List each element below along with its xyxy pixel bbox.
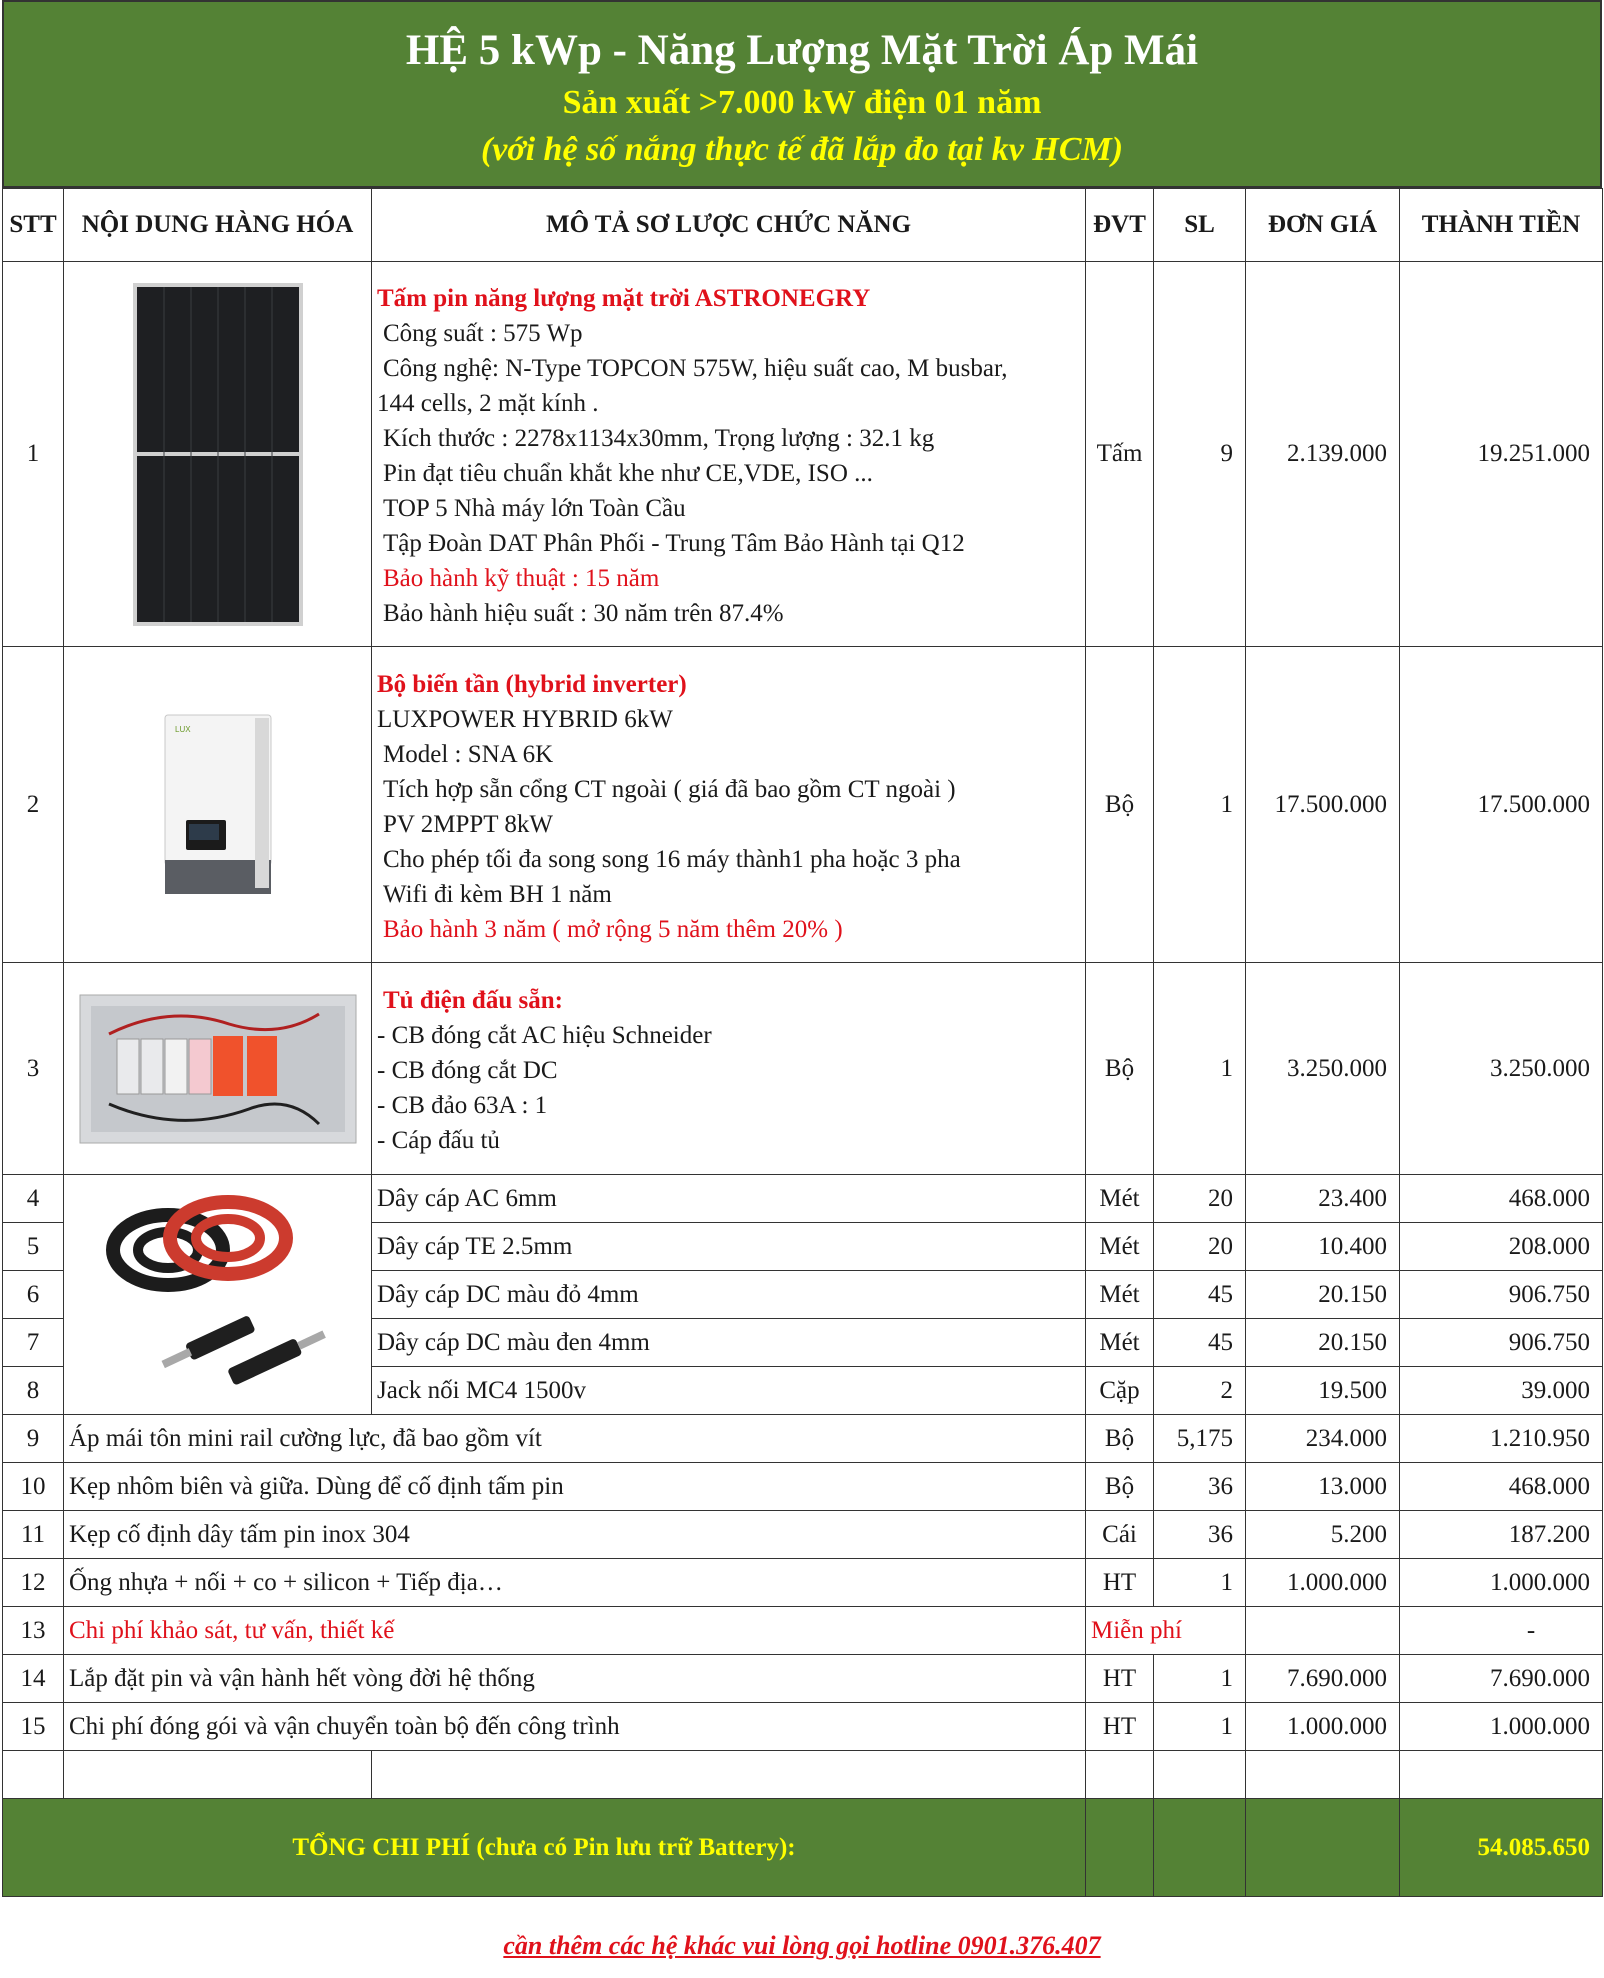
table-row (3, 1655, 1603, 1703)
desc-line: Pin đạt tiêu chuẩn khắt khe như CE,VDE, ISO ... (383, 460, 873, 487)
row-unit: Miễn phí (1086, 1607, 1246, 1655)
table-row (3, 262, 1603, 647)
table-row (3, 1607, 1603, 1655)
table-row (3, 1559, 1603, 1607)
desc-line: Bảo hành 3 năm ( mở rộng 5 năm thêm 20% ) (383, 915, 843, 943)
table-row (3, 1703, 1603, 1751)
total-label: TỔNG CHI PHÍ (chưa có Pin lưu trữ Battery): (3, 1799, 1086, 1897)
item-description (372, 262, 1086, 647)
row-qty: 36 (1154, 1511, 1246, 1559)
row-unit: Bộ (1086, 963, 1154, 1175)
header-unit: ĐVT (1086, 189, 1154, 262)
row-total: 187.200 (1400, 1511, 1603, 1559)
row-desc: Kẹp nhôm biên và giữa. Dùng để cố định tấm pin (64, 1463, 1086, 1511)
desc-line: TOP 5 Nhà máy lớn Toàn Cầu (383, 495, 686, 522)
solar-panel-image (64, 262, 372, 647)
row-unit: Bộ (1086, 1463, 1154, 1511)
row-desc: Kẹp cố định dây tấm pin inox 304 (64, 1511, 1086, 1559)
row-total: 468.000 (1400, 1463, 1603, 1511)
row-unit: Mét (1086, 1223, 1154, 1271)
row-qty: 1 (1154, 1655, 1246, 1703)
row-total: 468.000 (1400, 1175, 1603, 1223)
row-total: 1.210.950 (1400, 1415, 1603, 1463)
total-value: 54.085.650 (1400, 1799, 1603, 1897)
empty-cell (64, 1751, 372, 1799)
row-qty: 45 (1154, 1271, 1246, 1319)
row-unit: Mét (1086, 1319, 1154, 1367)
empty-row (3, 1751, 1603, 1799)
cables-connectors-image (64, 1175, 372, 1415)
row-total: 1.000.000 (1400, 1703, 1603, 1751)
table-row (3, 647, 1603, 963)
row-desc: Áp mái tôn mini rail cường lực, đã bao gồm vít (64, 1415, 1086, 1463)
header-qty: SL (1154, 189, 1246, 262)
row-desc: Dây cáp TE 2.5mm (372, 1223, 1086, 1271)
row-price: 19.500 (1246, 1367, 1400, 1415)
svg-text:LUX: LUX (174, 724, 191, 734)
row-stt: 15 (3, 1703, 64, 1751)
row-price (1246, 1607, 1400, 1655)
row-stt: 6 (3, 1271, 64, 1319)
row-desc: Chi phí khảo sát, tư vấn, thiết kế (64, 1607, 1086, 1655)
quotation-table (2, 188, 1603, 1897)
item-description (372, 647, 1086, 963)
desc-line: - CB đóng cắt AC hiệu Schneider (377, 1022, 712, 1049)
page-subtitle: Sản xuất >7.000 kW điện 01 năm (562, 84, 1042, 121)
row-total: 3.250.000 (1400, 963, 1603, 1175)
row-total: 7.690.000 (1400, 1655, 1603, 1703)
empty-cell (1086, 1751, 1154, 1799)
row-price: 23.400 (1246, 1175, 1400, 1223)
row-price: 3.250.000 (1246, 963, 1400, 1175)
desc-line: Kích thước : 2278x1134x30mm, Trọng lượng : 32.1 kg (383, 425, 935, 452)
quotation-page (2, 0, 1602, 1961)
item-heading: Tấm pin năng lượng mặt trời ASTRONEGRY (377, 285, 871, 312)
empty-cell (1154, 1751, 1246, 1799)
row-stt: 14 (3, 1655, 64, 1703)
row-unit: HT (1086, 1703, 1154, 1751)
header-total: THÀNH TIỀN (1400, 189, 1603, 262)
row-total: 906.750 (1400, 1271, 1603, 1319)
header-price: ĐƠN GIÁ (1246, 189, 1400, 262)
row-stt: 3 (3, 963, 64, 1175)
row-unit: Cái (1086, 1511, 1154, 1559)
table-row (3, 1511, 1603, 1559)
empty-cell (1086, 1799, 1154, 1897)
row-qty: 45 (1154, 1319, 1246, 1367)
header-desc: MÔ TẢ SƠ LƯỢC CHỨC NĂNG (372, 189, 1086, 262)
row-stt: 10 (3, 1463, 64, 1511)
row-desc: Dây cáp DC màu đen 4mm (372, 1319, 1086, 1367)
desc-line: Công suất : 575 Wp (383, 320, 583, 347)
header-stt: STT (3, 189, 64, 262)
row-desc: Lắp đặt pin và vận hành hết vòng đời hệ thống (64, 1655, 1086, 1703)
row-unit: Bộ (1086, 647, 1154, 963)
row-qty: 2 (1154, 1367, 1246, 1415)
row-total: - (1400, 1607, 1603, 1655)
row-unit: Mét (1086, 1175, 1154, 1223)
desc-line: Công nghệ: N-Type TOPCON 575W, hiệu suất cao, M busbar, (383, 355, 1008, 382)
table-row (3, 1463, 1603, 1511)
desc-line: PV 2MPPT 8kW (383, 810, 553, 838)
total-row (3, 1799, 1603, 1897)
row-qty: 1 (1154, 963, 1246, 1175)
hotline-note: cần thêm các hệ khác vui lòng gọi hotline 0901.376.407 (503, 1931, 1101, 1960)
desc-line: - CB đảo 63A : 1 (377, 1092, 548, 1119)
page-title: HỆ 5 kWp - Năng Lượng Mặt Trời Áp Mái (405, 27, 1199, 74)
title-banner (2, 0, 1602, 188)
row-total: 17.500.000 (1400, 647, 1603, 963)
row-qty: 20 (1154, 1223, 1246, 1271)
row-stt: 1 (3, 262, 64, 647)
row-price: 20.150 (1246, 1271, 1400, 1319)
row-price: 17.500.000 (1246, 647, 1400, 963)
row-total: 39.000 (1400, 1367, 1603, 1415)
empty-cell (1400, 1751, 1603, 1799)
row-stt: 8 (3, 1367, 64, 1415)
table-row (3, 1415, 1603, 1463)
row-total: 906.750 (1400, 1319, 1603, 1367)
table-row (3, 963, 1603, 1175)
row-unit: Tấm (1086, 262, 1154, 647)
row-stt: 4 (3, 1175, 64, 1223)
row-unit: HT (1086, 1559, 1154, 1607)
row-unit: Bộ (1086, 1415, 1154, 1463)
empty-cell (372, 1751, 1086, 1799)
row-total: 19.251.000 (1400, 262, 1603, 647)
desc-line: Model : SNA 6K (383, 740, 554, 768)
row-desc: Chi phí đóng gói và vận chuyển toàn bộ đến công trình (64, 1703, 1086, 1751)
row-price: 13.000 (1246, 1463, 1400, 1511)
header-content: NỘI DUNG HÀNG HÓA (64, 189, 372, 262)
row-price: 10.400 (1246, 1223, 1400, 1271)
row-unit: Mét (1086, 1271, 1154, 1319)
row-price: 1.000.000 (1246, 1703, 1400, 1751)
item-description (372, 963, 1086, 1175)
desc-line: - Cáp đấu tủ (377, 1127, 500, 1154)
electrical-cabinet-image (64, 963, 372, 1175)
empty-cell (1246, 1799, 1400, 1897)
row-stt: 13 (3, 1607, 64, 1655)
row-total: 208.000 (1400, 1223, 1603, 1271)
desc-line: - CB đóng cắt DC (377, 1057, 558, 1084)
desc-line: Tích hợp sẵn cổng CT ngoài ( giá đã bao gồm CT ngoài ) (383, 775, 956, 803)
row-stt: 2 (3, 647, 64, 963)
row-price: 5.200 (1246, 1511, 1400, 1559)
desc-line: Bảo hành kỹ thuật : 15 năm (383, 565, 660, 592)
row-price: 20.150 (1246, 1319, 1400, 1367)
row-desc: Jack nối MC4 1500v (372, 1367, 1086, 1415)
row-qty: 36 (1154, 1463, 1246, 1511)
desc-line: Bảo hành hiệu suất : 30 năm trên 87.4% (383, 600, 784, 627)
item-heading: Bộ biến tần (hybrid inverter) (377, 670, 687, 698)
row-stt: 9 (3, 1415, 64, 1463)
inverter-image (64, 647, 372, 963)
row-unit: Cặp (1086, 1367, 1154, 1415)
row-qty: 20 (1154, 1175, 1246, 1223)
empty-cell (3, 1751, 64, 1799)
row-qty: 1 (1154, 1559, 1246, 1607)
desc-line: Cho phép tối đa song song 16 máy thành1 pha hoặc 3 pha (383, 845, 961, 873)
row-unit: HT (1086, 1655, 1154, 1703)
row-price: 7.690.000 (1246, 1655, 1400, 1703)
row-qty: 5,175 (1154, 1415, 1246, 1463)
row-qty: 1 (1154, 1703, 1246, 1751)
row-stt: 12 (3, 1559, 64, 1607)
empty-cell (1154, 1799, 1246, 1897)
row-price: 234.000 (1246, 1415, 1400, 1463)
row-price: 2.139.000 (1246, 262, 1400, 647)
page-note: (với hệ số nắng thực tế đã lắp đo tại kv HCM) (480, 131, 1124, 168)
table-header-row (3, 189, 1603, 262)
row-total: 1.000.000 (1400, 1559, 1603, 1607)
empty-cell (1246, 1751, 1400, 1799)
row-stt: 5 (3, 1223, 64, 1271)
desc-line: Wifi đi kèm BH 1 năm (383, 880, 612, 908)
row-qty: 1 (1154, 647, 1246, 963)
item-heading: Tủ điện đấu sẵn: (383, 987, 563, 1014)
row-price: 1.000.000 (1246, 1559, 1400, 1607)
desc-line: LUXPOWER HYBRID 6kW (377, 705, 673, 733)
row-desc: Dây cáp AC 6mm (372, 1175, 1086, 1223)
desc-line: 144 cells, 2 mặt kính . (377, 390, 599, 417)
row-desc: Ống nhựa + nối + co + silicon + Tiếp địa… (64, 1559, 1086, 1607)
table-row (3, 1175, 1603, 1223)
row-desc: Dây cáp DC màu đỏ 4mm (372, 1271, 1086, 1319)
row-stt: 7 (3, 1319, 64, 1367)
row-stt: 11 (3, 1511, 64, 1559)
desc-line: Tập Đoàn DAT Phân Phối - Trung Tâm Bảo Hành tại Q12 (383, 530, 965, 557)
row-qty: 9 (1154, 262, 1246, 647)
